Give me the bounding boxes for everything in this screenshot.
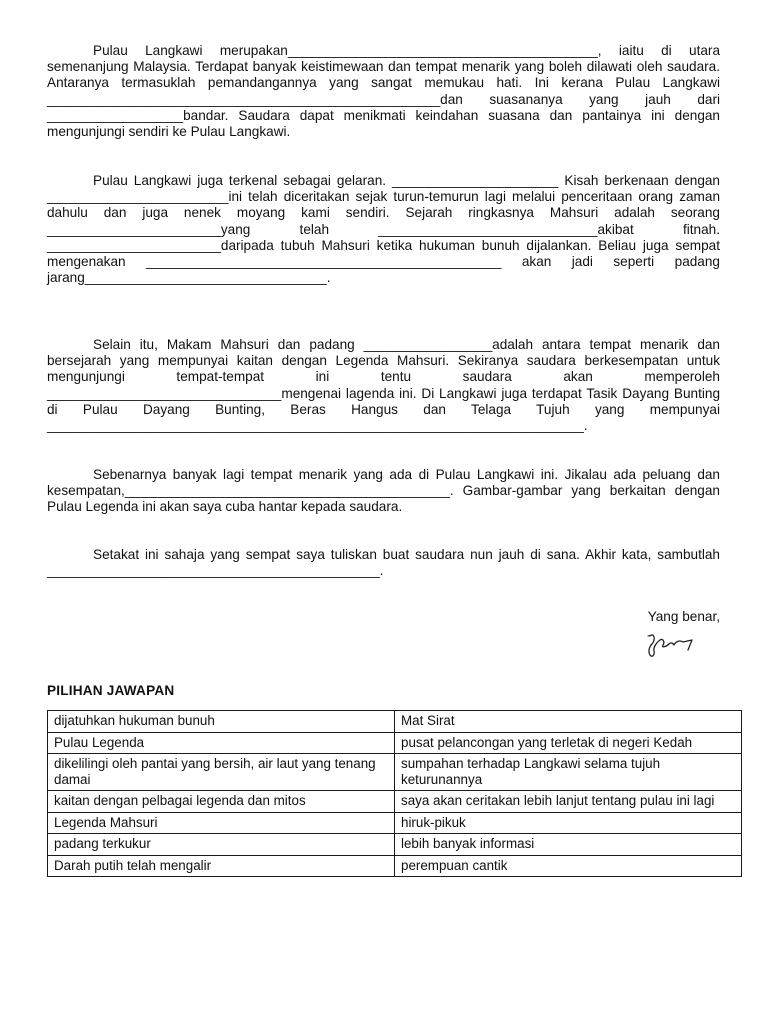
table-cell: dikelilingi oleh pantai yang bersih, air laut yang tenang damai (48, 754, 395, 791)
table-cell: Legenda Mahsuri (48, 812, 395, 834)
table-cell: Mat Sirat (395, 711, 742, 733)
letter-paragraph-5 (47, 547, 720, 579)
paragraph-4-text: Sebenarnya banyak lagi tempat menarik yang ada di Pulau Langkawi ini. Jikalau ada peluang dan kesempatan,___________________________________________. Gambar-gambar yang berkaitan dengan Pulau Legenda ini akan saya cuba hantar kepada saudara. (47, 467, 720, 515)
signature-image (640, 628, 700, 662)
table-row (48, 791, 742, 813)
table-cell: pusat pelancongan yang terletak di negeri Kedah (395, 732, 742, 754)
table-cell: kaitan dengan pelbagai legenda dan mitos (48, 791, 395, 813)
letter-paragraph-1 (47, 43, 720, 140)
table-cell: hiruk-pikuk (395, 812, 742, 834)
table-cell: lebih banyak informasi (395, 834, 742, 856)
table-cell: sumpahan terhadap Langkawi selama tujuh keturunannya (395, 754, 742, 791)
letter-paragraph-4 (47, 467, 720, 516)
answer-options-table (47, 710, 742, 877)
table-row (48, 711, 742, 733)
paragraph-3-text: Selain itu, Makam Mahsuri dan padang _________________adalah antara tempat menarik dan bersejarah yang mempunyai kaitan dengan Legenda Mahsuri. Sekiranya saudara berkesempatan untuk mengunjungi tempat-tempat ini tentu saudara akan memperoleh _______________________________mengenai lagenda ini. Di Langkawi juga terdapat Tasik Dayang Bunting di Pulau Dayang Bunting, Beras Hangus dan Telaga Tujuh yang mempunyai _______________________________________________________________________. (47, 337, 720, 434)
table-cell: padang terkukur (48, 834, 395, 856)
table-cell: dijatuhkan hukuman bunuh (48, 711, 395, 733)
answer-options-heading: PILIHAN JAWAPAN (47, 683, 175, 698)
letter-closing: Yang benar, (647, 609, 720, 624)
paragraph-1-text: Pulau Langkawi merupakan_________________________________________, iaitu di utara semenanjung Malaysia. Terdapat banyak keistimewaan dan tempat menarik yang boleh dilawati oleh saudara. Antaranya termasuklah pemandangannya yang sangat memukau hati. Ini kerana Pulau Langkawi ____________________________________________________dan suasananya yang jauh dari __________________bandar. Saudara dapat menikmati keindahan suasana dan pantainya ini dengan mengunjungi sendiri ke Pulau Langkawi. (47, 43, 720, 140)
table-row (48, 855, 742, 877)
paragraph-5-text: Setakat ini sahaja yang sempat saya tuliskan buat saudara nun jauh di sana. Akhir kata, sambutlah ____________________________________________. (47, 547, 720, 579)
table-cell: perempuan cantik (395, 855, 742, 877)
table-cell: Darah putih telah mengalir (48, 855, 395, 877)
letter-paragraph-3 (47, 337, 720, 434)
table-row (48, 834, 742, 856)
table-row (48, 812, 742, 834)
table-row (48, 732, 742, 754)
paragraph-2-text: Pulau Langkawi juga terkenal sebagai gelaran. ______________________ Kisah berkenaan dengan ________________________ini telah diceritakan sejak turun-temurun lagi melalui penceritaan orang zaman dahulu dan juga nenek moyang kami sendiri. Sejarah ringkasnya Mahsuri adalah seorang _______________________yang telah _____________________________akibat fitnah. _______________________daripada tubuh Mahsuri ketika hukuman bunuh dijalankan. Beliau juga sempat mengenakan _______________________________________________ akan jadi seperti padang jarang________________________________. (47, 173, 720, 286)
table-row (48, 754, 742, 791)
table-cell: saya akan ceritakan lebih lanjut tentang pulau ini lagi (395, 791, 742, 813)
letter-paragraph-2 (47, 173, 720, 286)
table-cell: Pulau Legenda (48, 732, 395, 754)
